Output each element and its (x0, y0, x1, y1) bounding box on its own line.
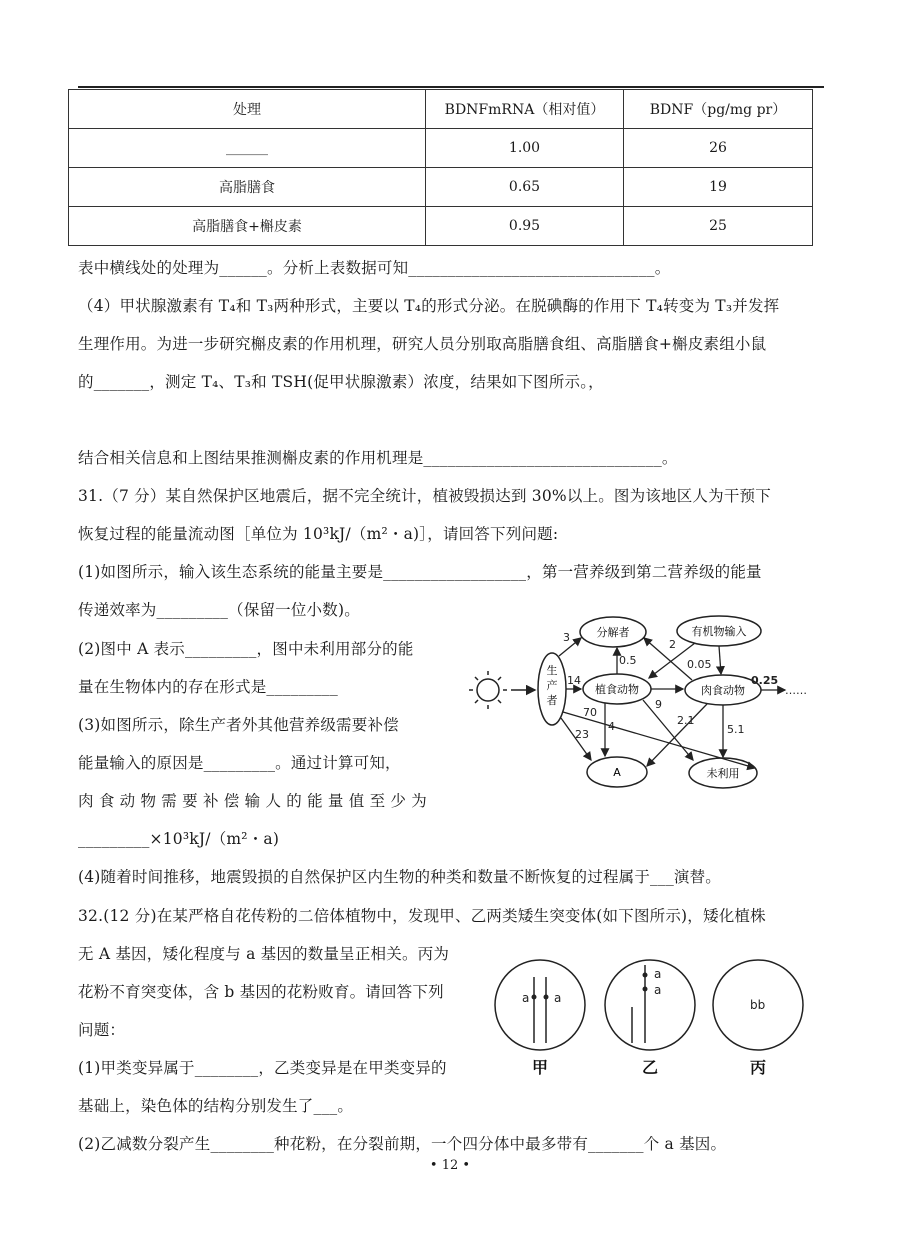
table-row (69, 207, 813, 246)
table-cell: 19 (624, 168, 813, 207)
header-rule (78, 86, 824, 88)
value-producer-decomposer: 3 (563, 631, 570, 644)
cell-yi (605, 960, 695, 1050)
table-row (69, 129, 813, 168)
question-31-line: (2)图中 A 表示_________，图中未利用部分的能 (78, 640, 414, 658)
table-header-row (69, 90, 813, 129)
question-31-line: (4)随着时间推移，地震毁损的自然保护区内生物的种类和数量不断恢复的过程属于___演替。 (78, 868, 722, 886)
text-line: 的_______，测定 T₄、T₃和 TSH(促甲状腺激素）浓度，结果如下图所示。， (78, 373, 604, 391)
gene-a-label: a (554, 991, 562, 1005)
chromosome-diagram (492, 955, 822, 1085)
value-producer-herbivore: 14 (567, 674, 581, 687)
value-carnivore-A: 2.1 (677, 714, 695, 727)
value-trail: …… (785, 684, 807, 697)
question-32-line: (2)乙减数分裂产生________种花粉，在分裂前期，一个四分体中最多带有_______个 a 基因。 (78, 1135, 727, 1153)
question-31-line: 传递效率为_________（保留一位小数)。 (78, 601, 360, 619)
cell-label-jia: 甲 (532, 1058, 549, 1077)
gene-a-label: a (654, 967, 662, 981)
question-32-line: 无 A 基因，矮化程度与 a 基因的数量呈正相关。丙为 (78, 945, 450, 963)
table-cell: ______ (69, 129, 426, 168)
producer-label-3: 者 (546, 694, 558, 707)
producer-label-1: 生 (546, 664, 558, 677)
gene-bb-label: bb (750, 998, 766, 1012)
question-31-line: 31.（7 分）某自然保护区地震后，据不完全统计，植被毁损达到 30%以上。图为该地区人为干预下 (78, 487, 771, 505)
unused-label: 未利用 (706, 767, 740, 780)
question-32-line: 问题： (78, 1021, 126, 1039)
cell-label-bing: 丙 (750, 1058, 767, 1077)
question-31-line: 能量输入的原因是_________。通过计算可知， (78, 754, 401, 772)
value-herbivore-decomposer: 0.5 (619, 654, 637, 667)
data-table (68, 89, 813, 246)
value-carnivore-out: 0.25 (751, 674, 779, 687)
sun-icon (469, 671, 507, 709)
table-cell: 1.00 (426, 129, 624, 168)
value-herbivore-A: 4 (608, 720, 615, 733)
table-row (69, 168, 813, 207)
value-organic-herbivore: 2 (669, 638, 676, 651)
question-32-line: 基础上，染色体的结构分别发生了___。 (78, 1097, 354, 1115)
value-herbivore-unused: 9 (655, 698, 662, 711)
value-producer-A: 70 (583, 706, 597, 719)
value-carnivore-unused: 5.1 (727, 723, 745, 736)
table-cell: 0.95 (426, 207, 624, 246)
table-header-cell: BDNF（pg/mg pr） (624, 90, 813, 129)
producer-label-2: 产 (546, 679, 558, 692)
gene-a-label: a (522, 991, 530, 1005)
question-31-line: (1)如图所示，输入该生态系统的能量主要是__________________，第一营养级到第二营养级的能量 (78, 563, 762, 581)
question-31-line: 恢复过程的能量流动图［单位为 10³kJ/（m²・a)］，请回答下列问题: (78, 525, 559, 543)
question-31-line: _________×10³kJ/（m²・a) (78, 830, 280, 848)
value-producer-unused: 23 (575, 728, 589, 741)
text-line: 生理作用。为进一步研究槲皮素的作用机理，研究人员分别取高脂膳食组、高脂膳食+槲皮素组小鼠 (78, 335, 767, 353)
carnivore-label: 肉食动物 (701, 684, 745, 697)
table-header-cell: BDNFmRNA（相对值） (426, 90, 624, 129)
question-32-line: 花粉不育突变体，含 b 基因的花粉败育。请回答下列 (78, 983, 444, 1001)
table-cell: 高脂膳食 (69, 168, 426, 207)
energy-flow-diagram (455, 608, 815, 798)
gene-a-label: a (654, 983, 662, 997)
cell-jia (495, 960, 585, 1050)
A-label: A (613, 766, 621, 779)
table-cell: 26 (624, 129, 813, 168)
decomposer-label: 分解者 (596, 626, 630, 639)
question-31-line: 肉 食 动 物 需 要 补 偿 输 人 的 能 量 值 至 少 为 (78, 792, 427, 810)
table-cell: 0.65 (426, 168, 624, 207)
table-cell: 高脂膳食+槲皮素 (69, 207, 426, 246)
organic-input-label: 有机物输入 (691, 625, 747, 638)
herbivore-label: 植食动物 (595, 683, 639, 696)
question-31-line: 量在生物体内的存在形式是_________ (78, 678, 338, 696)
question-32-line: (1)甲类变异属于________，乙类变异是在甲类变异的 (78, 1059, 447, 1077)
cell-label-yi: 乙 (642, 1058, 659, 1077)
question-32-line: 32.(12 分)在某严格自花传粉的二倍体植物中，发现甲、乙两类矮生突变体(如下图所示)，矮化植株 (78, 907, 766, 925)
page-number: • 12 • (429, 1158, 471, 1173)
table-cell: 25 (624, 207, 813, 246)
question-31-line: (3)如图所示，除生产者外其他营养级需要补偿 (78, 716, 399, 734)
text-line: （4）甲状腺激素有 T₄和 T₃两种形式，主要以 T₄的形式分泌。在脱碘酶的作用下 T₄转变为 T₃并发挥 (78, 297, 780, 315)
value-carnivore-decomposer: 0.05 (687, 658, 712, 671)
text-line: 表中横线处的处理为______。分析上表数据可知_______________________________。 (78, 259, 671, 277)
table-header-cell: 处理 (69, 90, 426, 129)
text-line: 结合相关信息和上图结果推测槲皮素的作用机理是______________________________。 (78, 449, 678, 467)
